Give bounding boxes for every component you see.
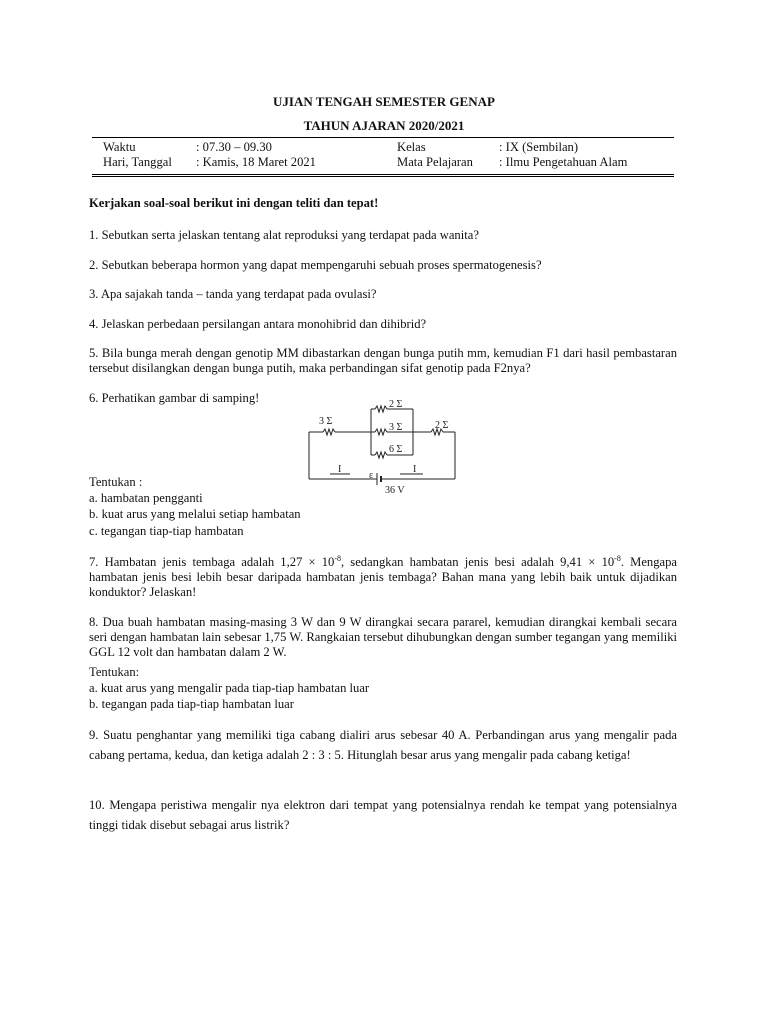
question-6-b: b. kuat arus yang melalui setiap hambatan: [89, 507, 301, 521]
question-7: [89, 551, 677, 600]
question-4: 4. Jelaskan perbedaan persilangan antara monohibrid dan dihibrid?: [89, 317, 427, 331]
info-value-mapel: : Ilmu Pengetahuan Alam: [499, 155, 628, 169]
current-right-label: I: [413, 464, 417, 475]
question-3: 3. Apa sajakah tanda – tanda yang terdapat pada ovulasi?: [89, 287, 377, 301]
question-7-post: . Mengapa hambatan jenis besi lebih besar daripada hambatan jenis tembaga? Bahan mana yang lebih baik untuk dijadikan konduktor? Jelaskan!: [89, 555, 678, 600]
question-7-mid: , sedangkan hambatan jenis besi adalah 9,41 × 10: [341, 555, 615, 570]
resistor-middle-label: 3 Σ: [389, 422, 403, 433]
question-2: 2. Sebutkan beberapa hormon yang dapat mempengaruhi sebuah proses spermatogenesis?: [89, 258, 542, 272]
resistor-bottom-label: 6 Σ: [389, 444, 403, 455]
info-value-kelas: : IX (Sembilan): [499, 140, 579, 154]
info-value-waktu: : 07.30 – 09.30: [196, 140, 272, 154]
exam-info-table: [92, 137, 674, 177]
question-8: 8. Dua buah hambatan masing-masing 3 W dan 9 W dirangkai secara pararel, kemudian dirangkai kembali secara seri dengan hambatan lain sebesar 1,75 W. Rangkaian tersebut dihubungkan dengan sumber tegangan yang memiliki GGL 12 volt dan hambatan dalam 2 W.: [89, 615, 677, 659]
question-10: 10. Mengapa peristiwa mengalir nya elektron dari tempat yang potensialnya rendah ke tempat yang potensialnya tinggi tidak disebut sebagai arus listrik?: [89, 798, 677, 832]
resistor-right-label: 2 Σ: [435, 420, 449, 431]
info-label-mapel: Mata Pelajaran: [397, 155, 473, 169]
question-7-exp1: -8: [334, 554, 341, 563]
question-6: 6. Perhatikan gambar di samping!: [89, 391, 260, 405]
question-6-tentukan: Tentukan :: [89, 475, 143, 489]
question-9: 9. Suatu penghantar yang memiliki tiga cabang dialiri arus sebesar 40 A. Perbandingan arus yang mengalir pada cabang pertama, kedua, dan ketiga adalah 2 : 3 : 5. Hitunglah besar arus yang mengalir pada cabang ketiga!: [89, 728, 677, 762]
question-7-exp2: -8: [614, 554, 621, 563]
question-8-a: a. kuat arus yang mengalir pada tiap-tiap hambatan luar: [89, 681, 370, 695]
question-8-tentukan: Tentukan:: [89, 665, 140, 679]
info-label-waktu: Waktu: [103, 140, 136, 154]
exam-title: UJIAN TENGAH SEMESTER GENAP: [273, 94, 495, 109]
question-1: 1. Sebutkan serta jelaskan tentang alat reproduksi yang terdapat pada wanita?: [89, 228, 479, 242]
info-label-kelas: Kelas: [397, 140, 426, 154]
exam-year: TAHUN AJARAN 2020/2021: [303, 118, 465, 133]
resistor-left-label: 3 Σ: [319, 416, 333, 427]
instruction: Kerjakan soal-soal berikut ini dengan teliti dan tepat!: [89, 196, 379, 210]
question-7-pre: 7. Hambatan jenis tembaga adalah 1,27 × 10: [89, 555, 335, 570]
question-6-c: c. tegangan tiap-tiap hambatan: [89, 524, 244, 538]
question-6-a: a. hambatan pengganti: [89, 491, 203, 505]
question-5: 5. Bila bunga merah dengan genotip MM dibastarkan dengan bunga putih mm, kemudian F1 dari hasil pembastaran tersebut disilangkan dengan bunga putih, maka perbandingan sifat genotip pada F2nya?: [89, 346, 677, 375]
emf-label: ε: [369, 470, 374, 481]
resistor-top-label: 2 Σ: [389, 399, 403, 410]
current-left-label: I: [338, 464, 342, 475]
question-8-b: b. tegangan pada tiap-tiap hambatan luar: [89, 697, 294, 711]
info-label-tanggal: Hari, Tanggal: [103, 155, 172, 169]
info-value-tanggal: : Kamis, 18 Maret 2021: [196, 155, 316, 169]
voltage-label: 36 V: [385, 485, 405, 496]
